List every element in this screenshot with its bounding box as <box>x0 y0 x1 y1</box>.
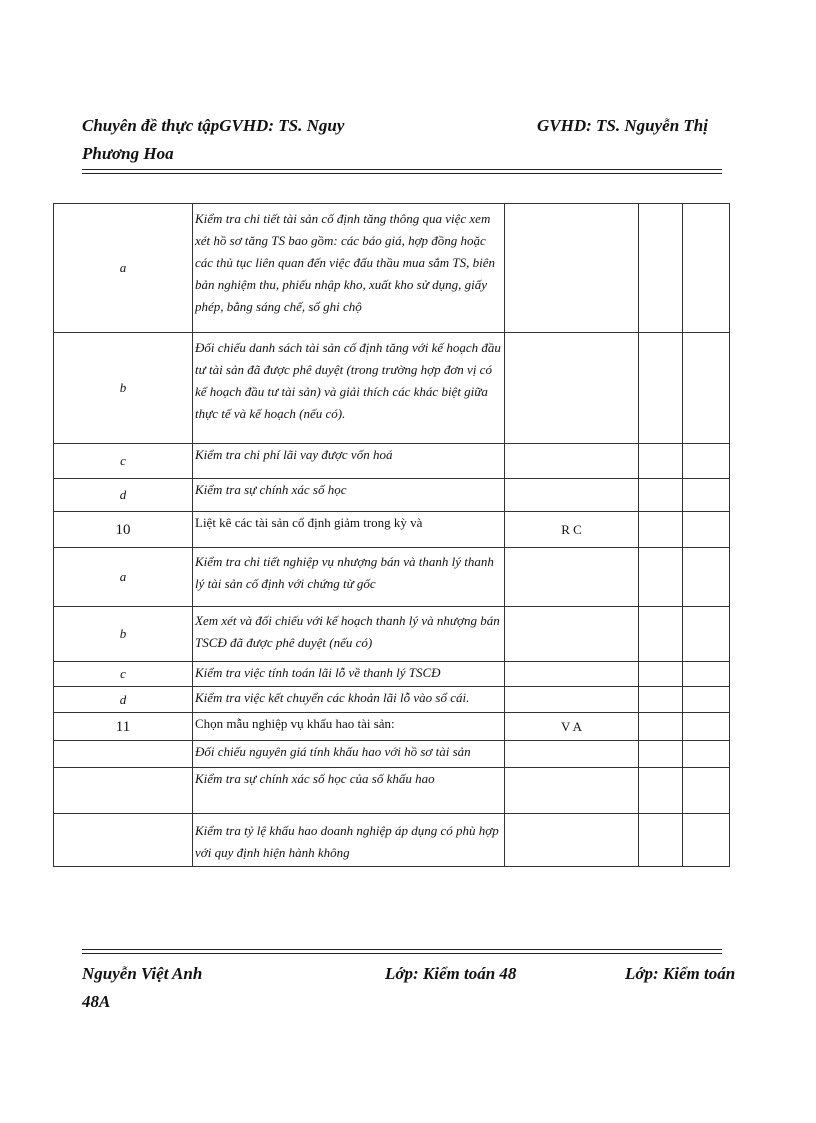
table-row <box>54 687 730 713</box>
row-reference <box>505 444 639 479</box>
row-cell-empty <box>639 512 683 548</box>
row-cell-empty <box>639 444 683 479</box>
row-cell-empty <box>639 768 683 814</box>
footer-rule-top <box>82 949 722 950</box>
row-reference <box>505 741 639 768</box>
table-row <box>54 333 730 444</box>
row-number: b <box>54 333 193 444</box>
row-description: Xem xét và đối chiếu với kế hoạch thanh lý và nhượng bán TSCĐ đã được phê duyệt (nếu có) <box>193 607 505 662</box>
row-description: Kiểm tra chi tiết nghiệp vụ nhượng bán và thanh lý thanh lý tài sản cố định với chứng từ gốc <box>193 548 505 607</box>
row-number: a <box>54 548 193 607</box>
row-number: d <box>54 687 193 713</box>
row-description: Đối chiếu nguyên giá tính khấu hao với hồ sơ tài sản <box>193 741 505 768</box>
row-number: c <box>54 444 193 479</box>
table-row <box>54 607 730 662</box>
row-cell-empty <box>683 607 730 662</box>
row-reference <box>505 768 639 814</box>
table-row <box>54 741 730 768</box>
row-description: Đối chiếu danh sách tài sản cố định tăng với kế hoạch đầu tư tài sản đã được phê duyệt (trong trường hợp đơn vị có kế hoạch đầu tư tài sản) và giải thích các khác biệt giữa thực tế và kế hoạch (nếu có). <box>193 333 505 444</box>
row-cell-empty <box>639 687 683 713</box>
row-number: 10 <box>54 512 193 548</box>
row-cell-empty <box>683 814 730 867</box>
table-row <box>54 479 730 512</box>
row-number <box>54 741 193 768</box>
row-description: Kiểm tra việc tính toán lãi lỗ về thanh lý TSCĐ <box>193 662 505 687</box>
row-cell-empty <box>683 548 730 607</box>
table-row <box>54 713 730 741</box>
header-rule-top <box>82 169 722 170</box>
header-rule-bottom <box>82 173 722 174</box>
table-row <box>54 204 730 333</box>
row-number: d <box>54 479 193 512</box>
row-description: Kiểm tra chi phí lãi vay được vốn hoá <box>193 444 505 479</box>
table-row <box>54 662 730 687</box>
footer-class-right: Lớp: Kiểm toán <box>625 964 736 983</box>
row-cell-empty <box>683 333 730 444</box>
row-description: Kiểm tra sự chính xác số học của số khấu hao <box>193 768 505 814</box>
table-row <box>54 548 730 607</box>
table-row <box>54 768 730 814</box>
row-cell-empty <box>683 444 730 479</box>
row-cell-empty <box>683 512 730 548</box>
row-reference: R C <box>505 512 639 548</box>
row-cell-empty <box>683 662 730 687</box>
row-cell-empty <box>639 713 683 741</box>
row-description: Chọn mẫu nghiệp vụ khấu hao tài sản: <box>193 713 505 741</box>
row-description: Kiểm tra việc kết chuyển các khoản lãi lỗ vào sổ cái. <box>193 687 505 713</box>
row-cell-empty <box>639 662 683 687</box>
row-number: 11 <box>54 713 193 741</box>
row-cell-empty <box>683 479 730 512</box>
row-reference <box>505 814 639 867</box>
footer-author-name: Nguyễn Việt Anh <box>82 964 203 983</box>
row-cell-empty <box>683 204 730 333</box>
footer-rule-bottom <box>82 953 722 954</box>
row-number <box>54 768 193 814</box>
header-course-title: Chuyên đề thực tậpGVHD: TS. Nguy <box>82 116 345 135</box>
row-number: b <box>54 607 193 662</box>
row-cell-empty <box>639 814 683 867</box>
row-cell-empty <box>639 204 683 333</box>
row-cell-empty <box>639 548 683 607</box>
row-reference <box>505 687 639 713</box>
row-cell-empty <box>683 713 730 741</box>
row-cell-empty <box>683 768 730 814</box>
row-reference <box>505 548 639 607</box>
row-reference: V A <box>505 713 639 741</box>
footer-author-class: 48A <box>82 992 111 1011</box>
table-row <box>54 512 730 548</box>
row-description: Kiểm tra chi tiết tài sản cố định tăng thông qua việc xem xét hồ sơ tăng TS bao gồm: các báo giá, hợp đồng hoặc các thủ tục liên quan đến việc đấu thầu mua sắm TS, biên bản nghiệm thu, phiếu nhập kho, xuất kho sử dụng, giấy phép, bằng sáng chế, sổ ghi chộ <box>193 204 505 333</box>
table-row <box>54 814 730 867</box>
row-description: Kiểm tra tỷ lệ khấu hao doanh nghiệp áp dụng có phù hợp với quy định hiện hành không <box>193 814 505 867</box>
row-cell-empty <box>639 607 683 662</box>
table-row <box>54 444 730 479</box>
header-left <box>82 112 382 168</box>
row-cell-empty <box>639 479 683 512</box>
row-reference <box>505 204 639 333</box>
footer-class-middle: Lớp: Kiểm toán 48 <box>385 964 517 983</box>
header-supervisor-name: Phương Hoa <box>82 144 174 163</box>
header-right: GVHD: TS. Nguyễn Thị <box>537 116 708 135</box>
row-description: Liệt kê các tài sản cố định giảm trong kỳ và <box>193 512 505 548</box>
row-reference <box>505 607 639 662</box>
row-number <box>54 814 193 867</box>
row-reference <box>505 479 639 512</box>
row-number: c <box>54 662 193 687</box>
row-cell-empty <box>639 333 683 444</box>
row-reference <box>505 662 639 687</box>
audit-procedure-table <box>53 203 730 867</box>
row-cell-empty <box>683 687 730 713</box>
row-description: Kiểm tra sự chính xác số học <box>193 479 505 512</box>
row-reference <box>505 333 639 444</box>
row-cell-empty <box>639 741 683 768</box>
row-number: a <box>54 204 193 333</box>
footer-left <box>82 960 212 1016</box>
row-cell-empty <box>683 741 730 768</box>
